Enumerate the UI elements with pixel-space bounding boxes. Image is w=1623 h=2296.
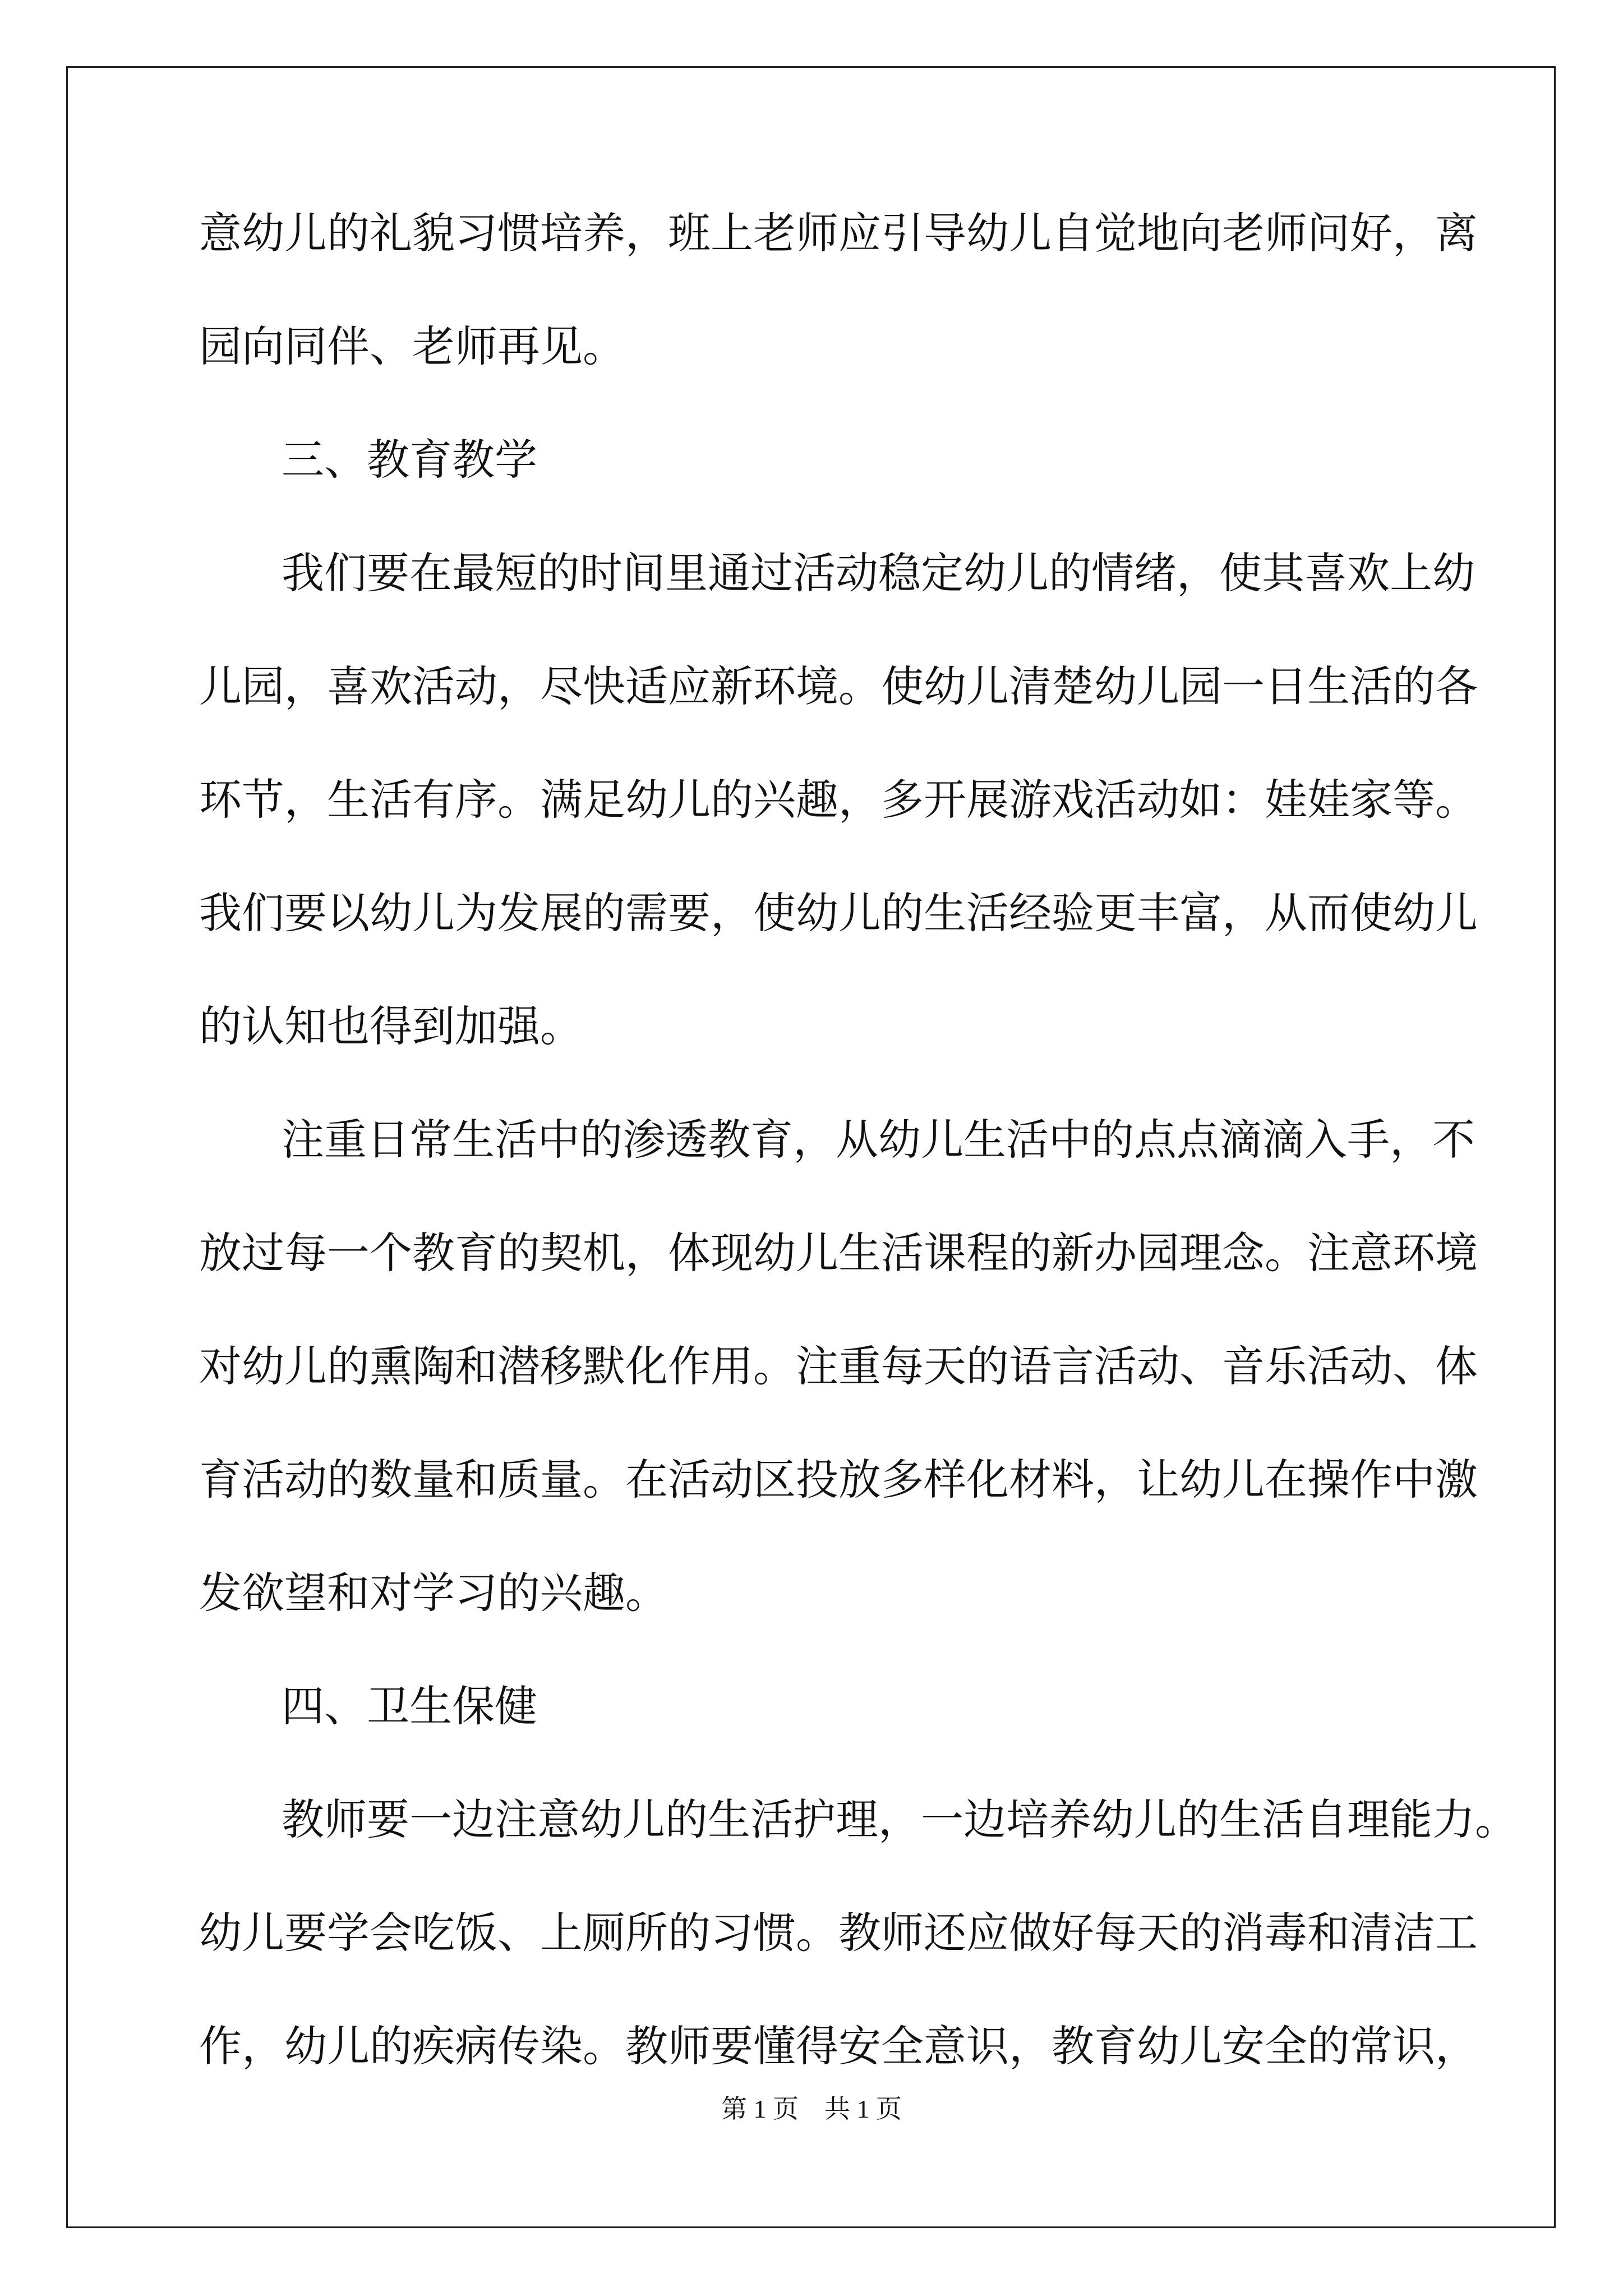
page-footer: 第 1 页 共 1 页 <box>721 2095 902 2123</box>
text-line: 对幼儿的熏陶和潜移默化作用。注重每天的语言活动、音乐活动、体 <box>199 1341 1478 1391</box>
text-line: 环节，生活有序。满足幼儿的兴趣，多开展游戏活动如：娃娃家等。 <box>199 775 1478 825</box>
text-line: 的认知也得到加强。 <box>199 1001 583 1051</box>
text-line: 作，幼儿的疾病传染。教师要懂得安全意识，教育幼儿安全的常识， <box>199 2021 1478 2071</box>
text-line: 幼儿要学会吃饭、上厕所的习惯。教师还应做好每天的消毒和清洁工 <box>199 1908 1478 1958</box>
text-line: 我们要以幼儿为发展的需要，使幼儿的生活经验更丰富，从而使幼儿 <box>199 888 1478 938</box>
text-line: 育活动的数量和质量。在活动区投放多样化材料，让幼儿在操作中激 <box>199 1455 1478 1504</box>
text-line: 我们要在最短的时间里通过活动稳定幼儿的情绪，使其喜欢上幼 <box>282 548 1475 598</box>
document-body <box>199 208 1518 2138</box>
text-line: 园向同伴、老师再见。 <box>199 321 625 371</box>
text-line: 教师要一边注意幼儿的生活护理，一边培养幼儿的生活自理能力。 <box>282 1795 1518 1844</box>
text-line: 意幼儿的礼貌习惯培养，班上老师应引导幼儿自觉地向老师问好，离 <box>199 208 1478 258</box>
text-line: 放过每一个教育的契机，体现幼儿生活课程的新办园理念。注意环境 <box>199 1228 1478 1278</box>
text-line: 四、卫生保健 <box>282 1681 537 1731</box>
text-line: 发欲望和对学习的兴趣。 <box>199 1568 668 1618</box>
text-line: 注重日常生活中的渗透教育，从幼儿生活中的点点滴滴入手，不 <box>282 1115 1475 1165</box>
text-line: 三、教育教学 <box>282 435 537 485</box>
text-line: 儿园，喜欢活动，尽快适应新环境。使幼儿清楚幼儿园一日生活的各 <box>199 661 1478 711</box>
